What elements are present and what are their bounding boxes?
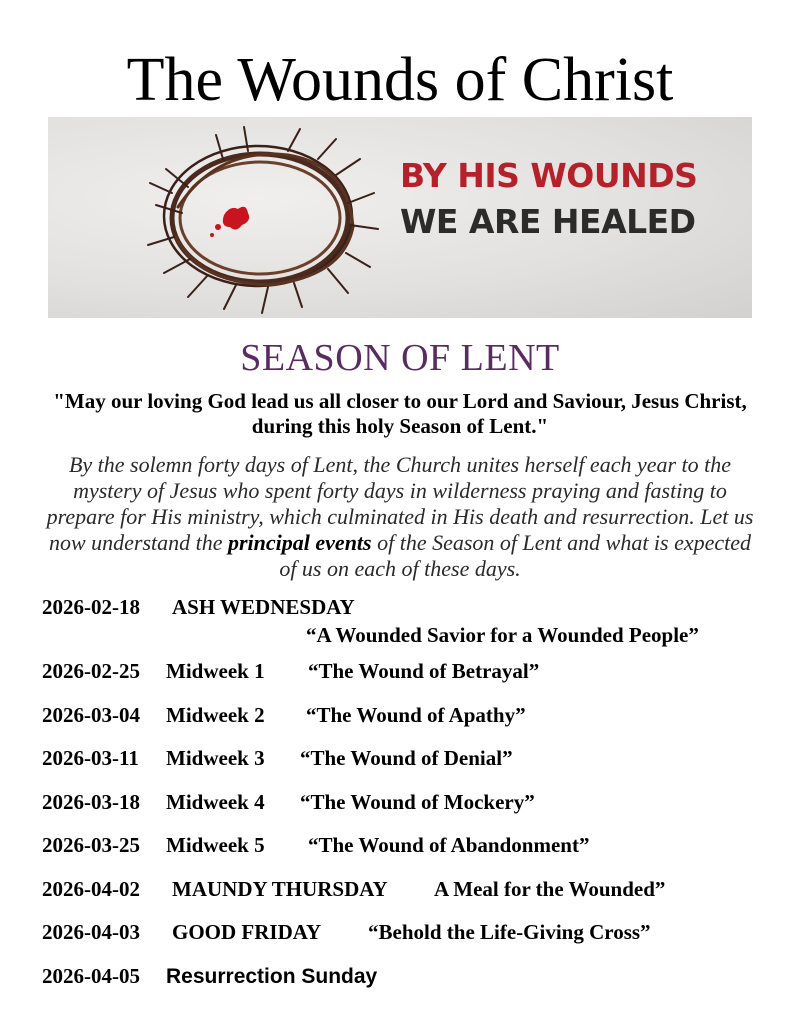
intro-text-before: By the solemn forty days of Lent, the Church unites herself each year to the mystery of Jesus who spent forty days in wilderness praying and fasting to prepare for His ministry, which culminated in His death and resurrection. Let us now understand the	[46, 452, 754, 555]
schedule-row	[42, 593, 772, 657]
schedule-date: 2026-03-18	[42, 789, 140, 814]
schedule-date: 2026-04-03	[42, 920, 140, 944]
schedule-date: 2026-04-02	[42, 876, 140, 901]
schedule-event: Midweek 5	[166, 833, 265, 857]
intro-text-after: of the Season of Lent and what is expected of us on each of these days.	[279, 530, 752, 581]
schedule-event: MAUNDY THURSDAY	[172, 876, 388, 901]
schedule-event: ASH WEDNESDAY	[172, 595, 355, 619]
schedule-event: GOOD FRIDAY	[172, 920, 322, 944]
schedule-row	[42, 788, 772, 832]
schedule-row	[42, 962, 772, 1006]
prayer-quote: "May our loving God lead us all closer to our Lord and Saviour, Jesus Christ, during this holy Season of Lent."	[53, 389, 747, 438]
schedule-theme: “The Wound of Betrayal”	[308, 659, 540, 683]
schedule-row	[42, 831, 772, 875]
schedule-row	[42, 657, 772, 701]
schedule-date: 2026-02-18	[42, 595, 140, 619]
intro-paragraph	[40, 452, 760, 582]
schedule-row	[42, 875, 772, 919]
banner-headline-1: BY HIS WOUNDS	[400, 156, 698, 195]
schedule-event: Midweek 1	[166, 659, 265, 683]
schedule-event: Midweek 3	[166, 746, 265, 770]
schedule-date: 2026-03-11	[42, 746, 139, 770]
intro-emphasis: principal events	[228, 530, 372, 555]
schedule-theme: A Meal for the Wounded”	[434, 876, 666, 901]
schedule-event: Resurrection Sunday	[166, 964, 378, 988]
schedule-date: 2026-02-25	[42, 659, 140, 683]
schedule-row	[42, 701, 772, 745]
schedule-date: 2026-03-04	[42, 702, 140, 727]
season-heading: SEASON OF LENT	[240, 337, 560, 379]
page-title: The Wounds of Christ	[126, 46, 674, 114]
banner-headline-2: WE ARE HEALED	[400, 202, 696, 241]
schedule-event: Midweek 4	[166, 789, 265, 814]
schedule-event: Midweek 2	[166, 702, 265, 727]
banner-image	[48, 117, 752, 318]
schedule-theme: “A Wounded Savior for a Wounded People”	[306, 623, 699, 647]
schedule-theme: “The Wound of Apathy”	[306, 702, 526, 727]
schedule-theme: “The Wound of Denial”	[300, 746, 513, 770]
schedule-theme: “The Wound of Mockery”	[300, 789, 535, 814]
schedule-row	[42, 918, 772, 962]
schedule-date: 2026-04-05	[42, 963, 140, 988]
schedule-date: 2026-03-25	[42, 833, 140, 857]
schedule-theme: “The Wound of Abandonment”	[308, 833, 590, 857]
schedule-theme: “Behold the Life-Giving Cross”	[368, 920, 651, 944]
schedule-row	[42, 744, 772, 788]
lent-schedule	[42, 593, 772, 1005]
